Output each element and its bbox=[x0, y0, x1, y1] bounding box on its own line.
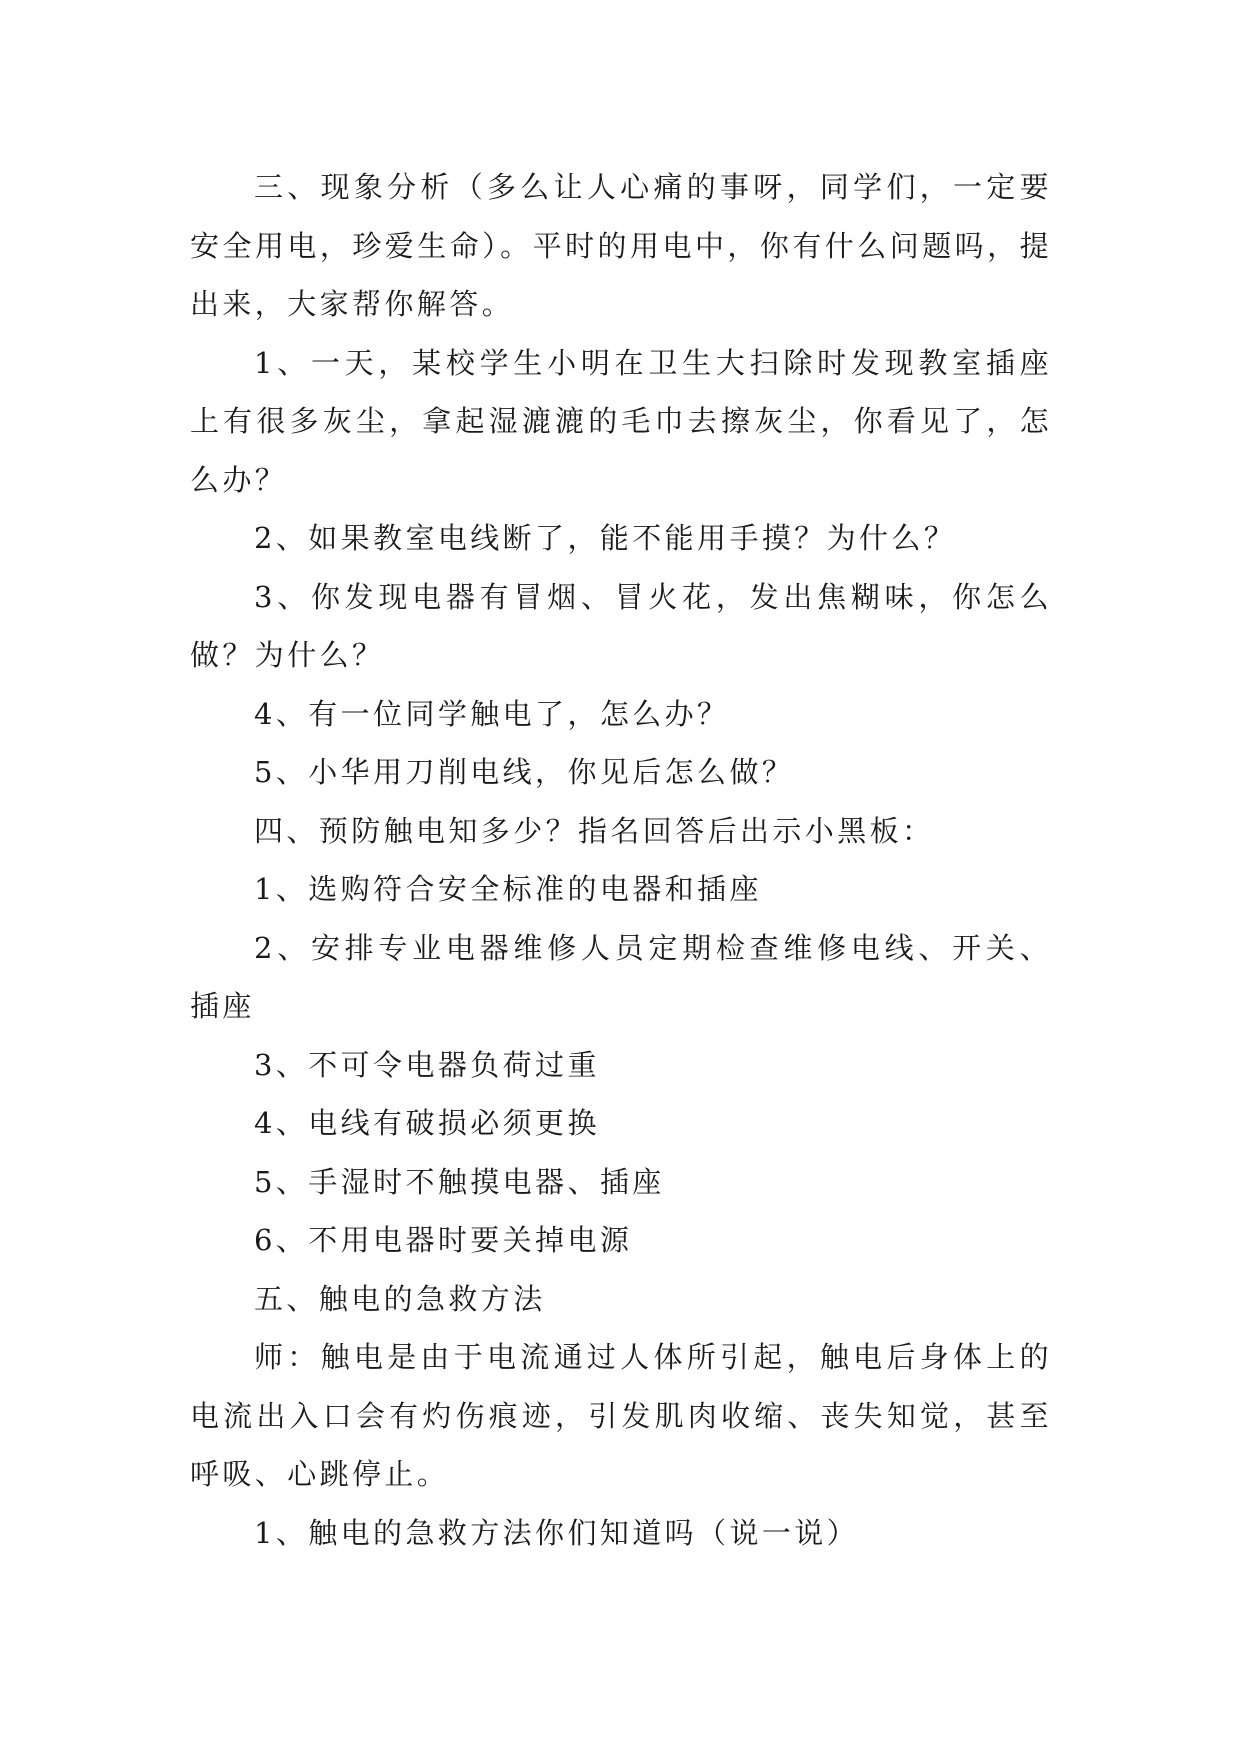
paragraph-question-3: 3、你发现电器有冒烟、冒火花，发出焦糊味，你怎么做？为什么？ bbox=[190, 579, 1052, 672]
document-body bbox=[190, 158, 1052, 1562]
paragraph-section-three-heading: 三、现象分析（多么让人心痛的事呀，同学们，一定要安全用电，珍爱生命）。平时的用电中，你有什么问题吗，提出来，大家帮你解答。 bbox=[190, 170, 1052, 321]
paragraph-prevention-4: 4、电线有破损必须更换 bbox=[254, 1106, 600, 1140]
paragraph-prevention-6: 6、不用电器时要关掉电源 bbox=[254, 1223, 633, 1257]
paragraph-prevention-1: 1、选购符合安全标准的电器和插座 bbox=[254, 872, 762, 906]
paragraph-question-4: 4、有一位同学触电了，怎么办？ bbox=[254, 696, 730, 731]
paragraph-prevention-5: 5、手湿时不触摸电器、插座 bbox=[254, 1164, 665, 1199]
paragraph-teacher-explanation: 师：触电是由于电流通过人体所引起，触电后身体上的电流出入口会有灼伤痕迹，引发肌肉收缩、丧失知觉，甚至呼吸、心跳停止。 bbox=[190, 1340, 1052, 1491]
paragraph-prevention-3: 3、不可令电器负荷过重 bbox=[254, 1047, 600, 1082]
paragraph-question-1: 1、一天，某校学生小明在卫生大扫除时发现教室插座上有很多灰尘，拿起湿漉漉的毛巾去擦灰尘，你看见了，怎么办？ bbox=[190, 345, 1052, 497]
paragraph-section-five-heading: 五、触电的急救方法 bbox=[254, 1281, 546, 1316]
paragraph-first-aid-question: 1、触电的急救方法你们知道吗（说一说） bbox=[254, 1515, 860, 1550]
paragraph-question-5: 5、小华用刀削电线，你见后怎么做？ bbox=[254, 755, 795, 789]
paragraph-prevention-2: 2、安排专业电器维修人员定期检查维修电线、开关、插座 bbox=[190, 930, 1052, 1023]
paragraph-question-2: 2、如果教室电线断了，能不能用手摸？为什么？ bbox=[254, 521, 957, 555]
paragraph-section-four-heading: 四、预防触电知多少？指名回答后出示小黑板： bbox=[254, 813, 935, 848]
